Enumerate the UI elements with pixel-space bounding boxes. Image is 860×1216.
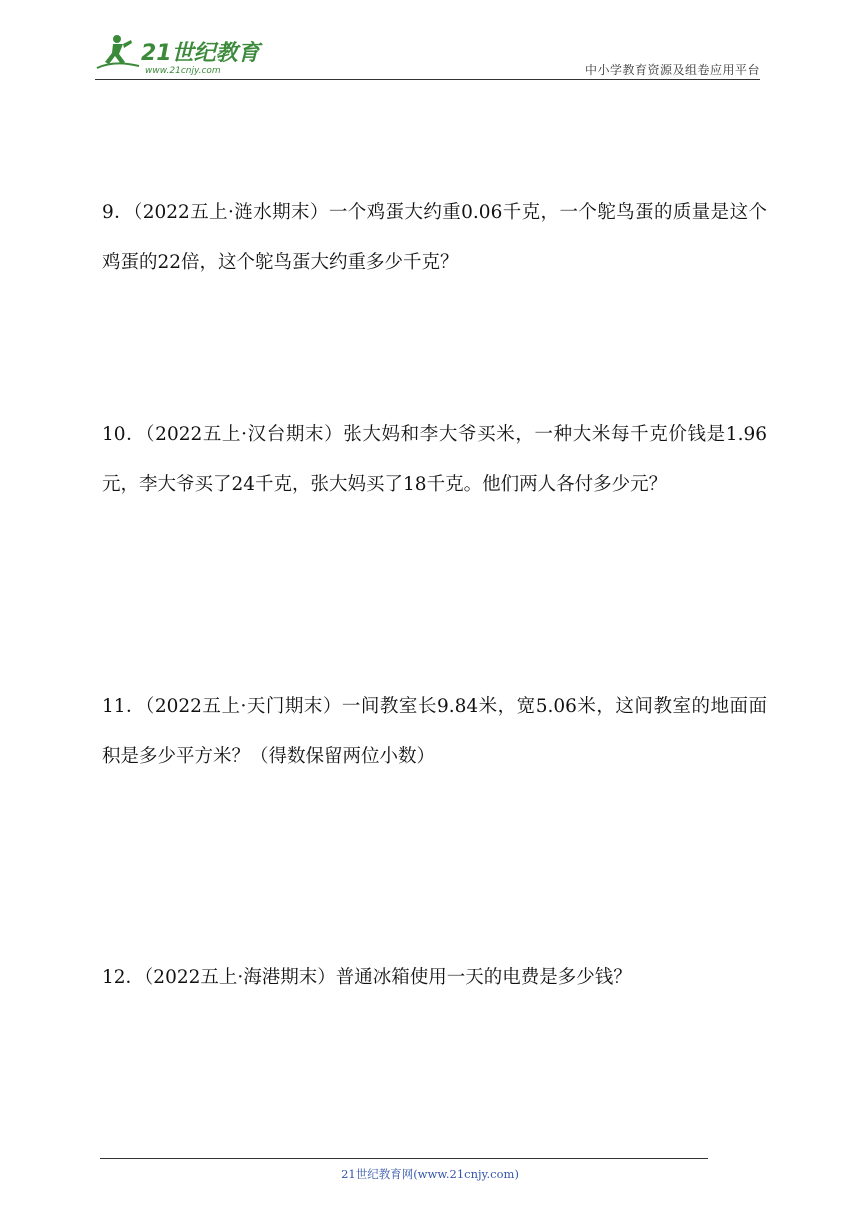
logo-text: 21世纪教育 [141,41,260,66]
question-number: 12． [102,967,145,988]
question-12 [102,953,767,1003]
question-9 [102,188,767,288]
question-number: 9． [102,202,134,223]
page-header [95,30,760,80]
header-tagline: 中小学教育资源及组卷应用平台 [584,63,760,77]
question-11 [102,682,767,782]
question-10 [102,410,767,510]
question-text: （2022五上·海港期末）普通冰箱使用一天的电费是多少钱？ [144,967,632,988]
footer-divider [100,1158,708,1159]
runner-icon [97,35,139,68]
question-number: 10． [102,424,146,445]
brand-logo [95,30,275,78]
question-number: 11． [102,696,146,717]
header-divider [95,79,760,80]
logo-url: www.21cnjy.com [145,66,221,76]
question-text: （2022五上·汉台期末）张大妈和李大爷买米，一种大米每千克价钱是1.96元，李大爷买了24千克，张大妈买了18千克。他们两人各付多少元？ [102,424,767,495]
question-text: （2022五上·天门期末）一间教室长9.84米，宽5.06米，这间教室的地面面积是多少平方米？（得数保留两位小数） [102,696,767,767]
footer-link[interactable]: 21世纪教育网(www.21cnjy.com) [341,1167,519,1181]
question-text: （2022五上·涟水期末）一个鸡蛋大约重0.06千克，一个鸵鸟蛋的质量是这个鸡蛋的22倍，这个鸵鸟蛋大约重多少千克？ [102,202,767,273]
